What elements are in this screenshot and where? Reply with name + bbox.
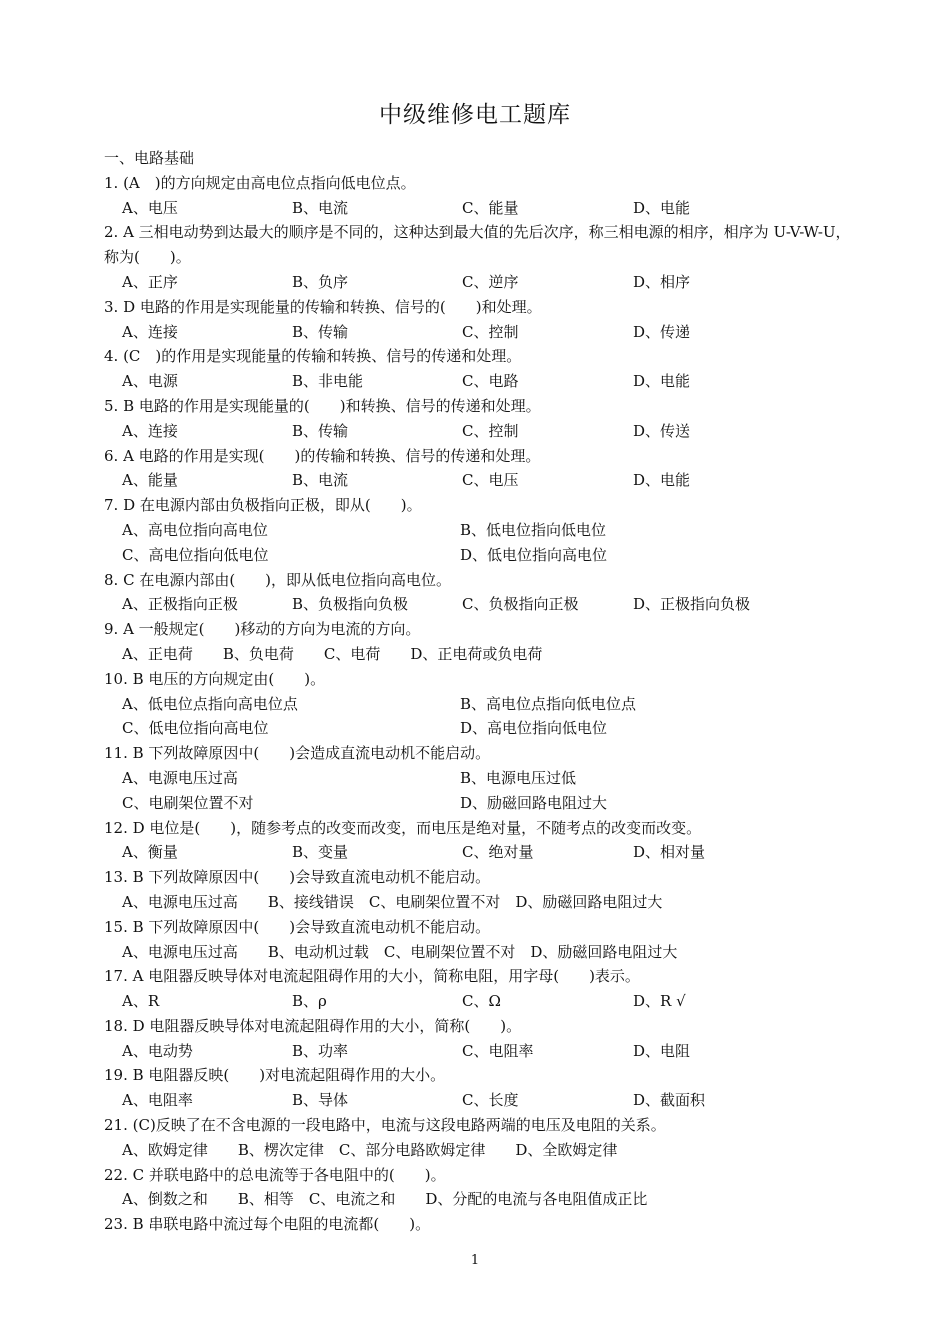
options-row: A、电源电压过高 B、接线错误 C、电刷架位置不对 D、励磁回路电阻过大 [122, 892, 663, 911]
question-text: 11. B 下列故障原因中( )会造成直流电动机不能启动。 [104, 744, 491, 763]
option: D、电能 [633, 198, 691, 217]
question-text: 9. A 一般规定( )移动的方向为电流的方向。 [104, 620, 421, 639]
page-number: 1 [470, 1253, 480, 1268]
option: D、正极指向负极 [633, 595, 751, 614]
options-row [104, 270, 864, 295]
question-text: 5. B 电路的作用是实现能量的( )和转换、信号的传递和处理。 [104, 396, 541, 415]
option: B、导体 [292, 1091, 349, 1110]
option: B、电源电压过低 [460, 768, 577, 787]
option: B、负序 [292, 272, 349, 291]
option: A、R [122, 992, 160, 1011]
question-text: 7. D 在电源内部由负极指向正极，即从( )。 [104, 496, 422, 515]
option: A、连接 [122, 322, 178, 341]
option: C、电刷架位置不对 [122, 793, 254, 812]
options-row [104, 419, 864, 444]
question-text: 21. (C)反映了在不含电源的一段电路中，电流与这段电路两端的电压及电阻的关系。 [104, 1116, 666, 1135]
option: B、电流 [292, 198, 349, 217]
option: A、高电位指向高电位 [122, 520, 268, 539]
options-row [104, 692, 864, 717]
question-text: 3. D 电路的作用是实现能量的传输和转换、信号的( )和处理。 [104, 297, 542, 316]
option: B、低电位指向低电位 [460, 520, 607, 539]
question-text: 19. B 电阻器反映( )对电流起阻碍作用的大小。 [104, 1066, 446, 1085]
option: A、电源 [122, 372, 178, 391]
options-row [104, 592, 864, 617]
option: B、ρ [292, 992, 327, 1011]
options-row [104, 791, 864, 816]
options-row [104, 320, 864, 345]
option: B、传输 [292, 322, 349, 341]
option: A、电动势 [122, 1041, 193, 1060]
question-text: 4. (C )的作用是实现能量的传输和转换、信号的传递和处理。 [104, 347, 522, 366]
option: D、相对量 [633, 843, 706, 862]
option: A、能量 [122, 471, 178, 490]
option: C、Ω [462, 992, 501, 1011]
section-heading: 一、电路基础 [104, 149, 195, 167]
option: A、低电位点指向高电位点 [122, 694, 298, 713]
option: A、衡量 [122, 843, 178, 862]
question-text: 2. A 三相电动势到达最大的顺序是不同的，这种达到最大值的先后次序，称三相电源的相序，相序为 U-V-W-U，称为( )。 [104, 223, 851, 267]
option: D、传递 [633, 322, 691, 341]
page-title: 中级维修电工题库 [379, 102, 571, 128]
question-text: 18. D 电阻器反映导体对电流起阻碍作用的大小，简称( )。 [104, 1016, 522, 1035]
option: D、高电位指向低电位 [460, 719, 608, 738]
option: A、正极指向正极 [122, 595, 238, 614]
option: D、相序 [633, 272, 691, 291]
options-row [104, 716, 864, 741]
options-row [104, 518, 864, 543]
options-row [104, 1039, 864, 1064]
option: D、励磁回路电阻过大 [460, 793, 608, 812]
options-row: A、倒数之和 B、相等 C、电流之和 D、分配的电流与各电阻值成正比 [122, 1190, 648, 1209]
option: D、低电位指向高电位 [460, 545, 608, 564]
option: A、电压 [122, 198, 178, 217]
options-row [104, 989, 864, 1014]
question-text: 8. C 在电源内部由( )，即从低电位指向高电位。 [104, 570, 452, 589]
option: C、电路 [462, 372, 519, 391]
question-text: 13. B 下列故障原因中( )会导致直流电动机不能启动。 [104, 868, 491, 887]
option: C、控制 [462, 421, 519, 440]
options-row: A、欧姆定律 B、楞次定律 C、部分电路欧姆定律 D、全欧姆定律 [122, 1140, 618, 1159]
options-row [104, 766, 864, 791]
options-row [104, 1088, 864, 1113]
option: C、高电位指向低电位 [122, 545, 269, 564]
question-text: 1. (A )的方向规定由高电位点指向低电位点。 [104, 173, 416, 192]
option: D、R √ [633, 992, 686, 1011]
options-row: A、电源电压过高 B、电动机过载 C、电刷架位置不对 D、励磁回路电阻过大 [122, 942, 678, 961]
question-text: 23. B 串联电路中流过每个电阻的电流都( )。 [104, 1215, 431, 1234]
options-row [104, 543, 864, 568]
question-text: 17. A 电阻器反映导体对电流起阻碍作用的大小，简称电阻，用字母( )表示。 [104, 967, 640, 986]
option: D、电能 [633, 372, 691, 391]
option: B、传输 [292, 421, 349, 440]
option: D、电阻 [633, 1041, 691, 1060]
question-text: 12. D 电位是( )，随参考点的改变而改变，而电压是绝对量，不随考点的改变而改变。 [104, 818, 702, 837]
options-row [104, 369, 864, 394]
option: C、电阻率 [462, 1041, 534, 1060]
option: A、正序 [122, 272, 178, 291]
option: B、功率 [292, 1041, 349, 1060]
option: C、长度 [462, 1091, 519, 1110]
option: D、截面积 [633, 1091, 706, 1110]
option: A、连接 [122, 421, 178, 440]
option: C、低电位指向高电位 [122, 719, 269, 738]
option: C、负极指向正极 [462, 595, 579, 614]
option: D、传送 [633, 421, 691, 440]
options-row [104, 468, 864, 493]
question-text: 6. A 电路的作用是实现( )的传输和转换、信号的传递和处理。 [104, 446, 541, 465]
option: B、非电能 [292, 372, 364, 391]
option: B、负极指向负极 [292, 595, 409, 614]
options-row [104, 196, 864, 221]
question-text: 22. C 并联电路中的总电流等于各电阻中的( )。 [104, 1165, 446, 1184]
question-text: 15. B 下列故障原因中( )会导致直流电动机不能启动。 [104, 917, 491, 936]
option: C、电压 [462, 471, 519, 490]
question-list [104, 146, 864, 1237]
option: A、电源电压过高 [122, 768, 238, 787]
option: C、控制 [462, 322, 519, 341]
option: B、电流 [292, 471, 349, 490]
option: C、逆序 [462, 272, 519, 291]
option: C、能量 [462, 198, 519, 217]
options-row [104, 840, 864, 865]
question-text: 10. B 电压的方向规定由( )。 [104, 669, 326, 688]
option: B、变量 [292, 843, 349, 862]
option: C、绝对量 [462, 843, 534, 862]
option: D、电能 [633, 471, 691, 490]
options-row: A、正电荷 B、负电荷 C、电荷 D、正电荷或负电荷 [122, 644, 543, 663]
option: A、电阻率 [122, 1091, 193, 1110]
option: B、高电位点指向低电位点 [460, 694, 637, 713]
